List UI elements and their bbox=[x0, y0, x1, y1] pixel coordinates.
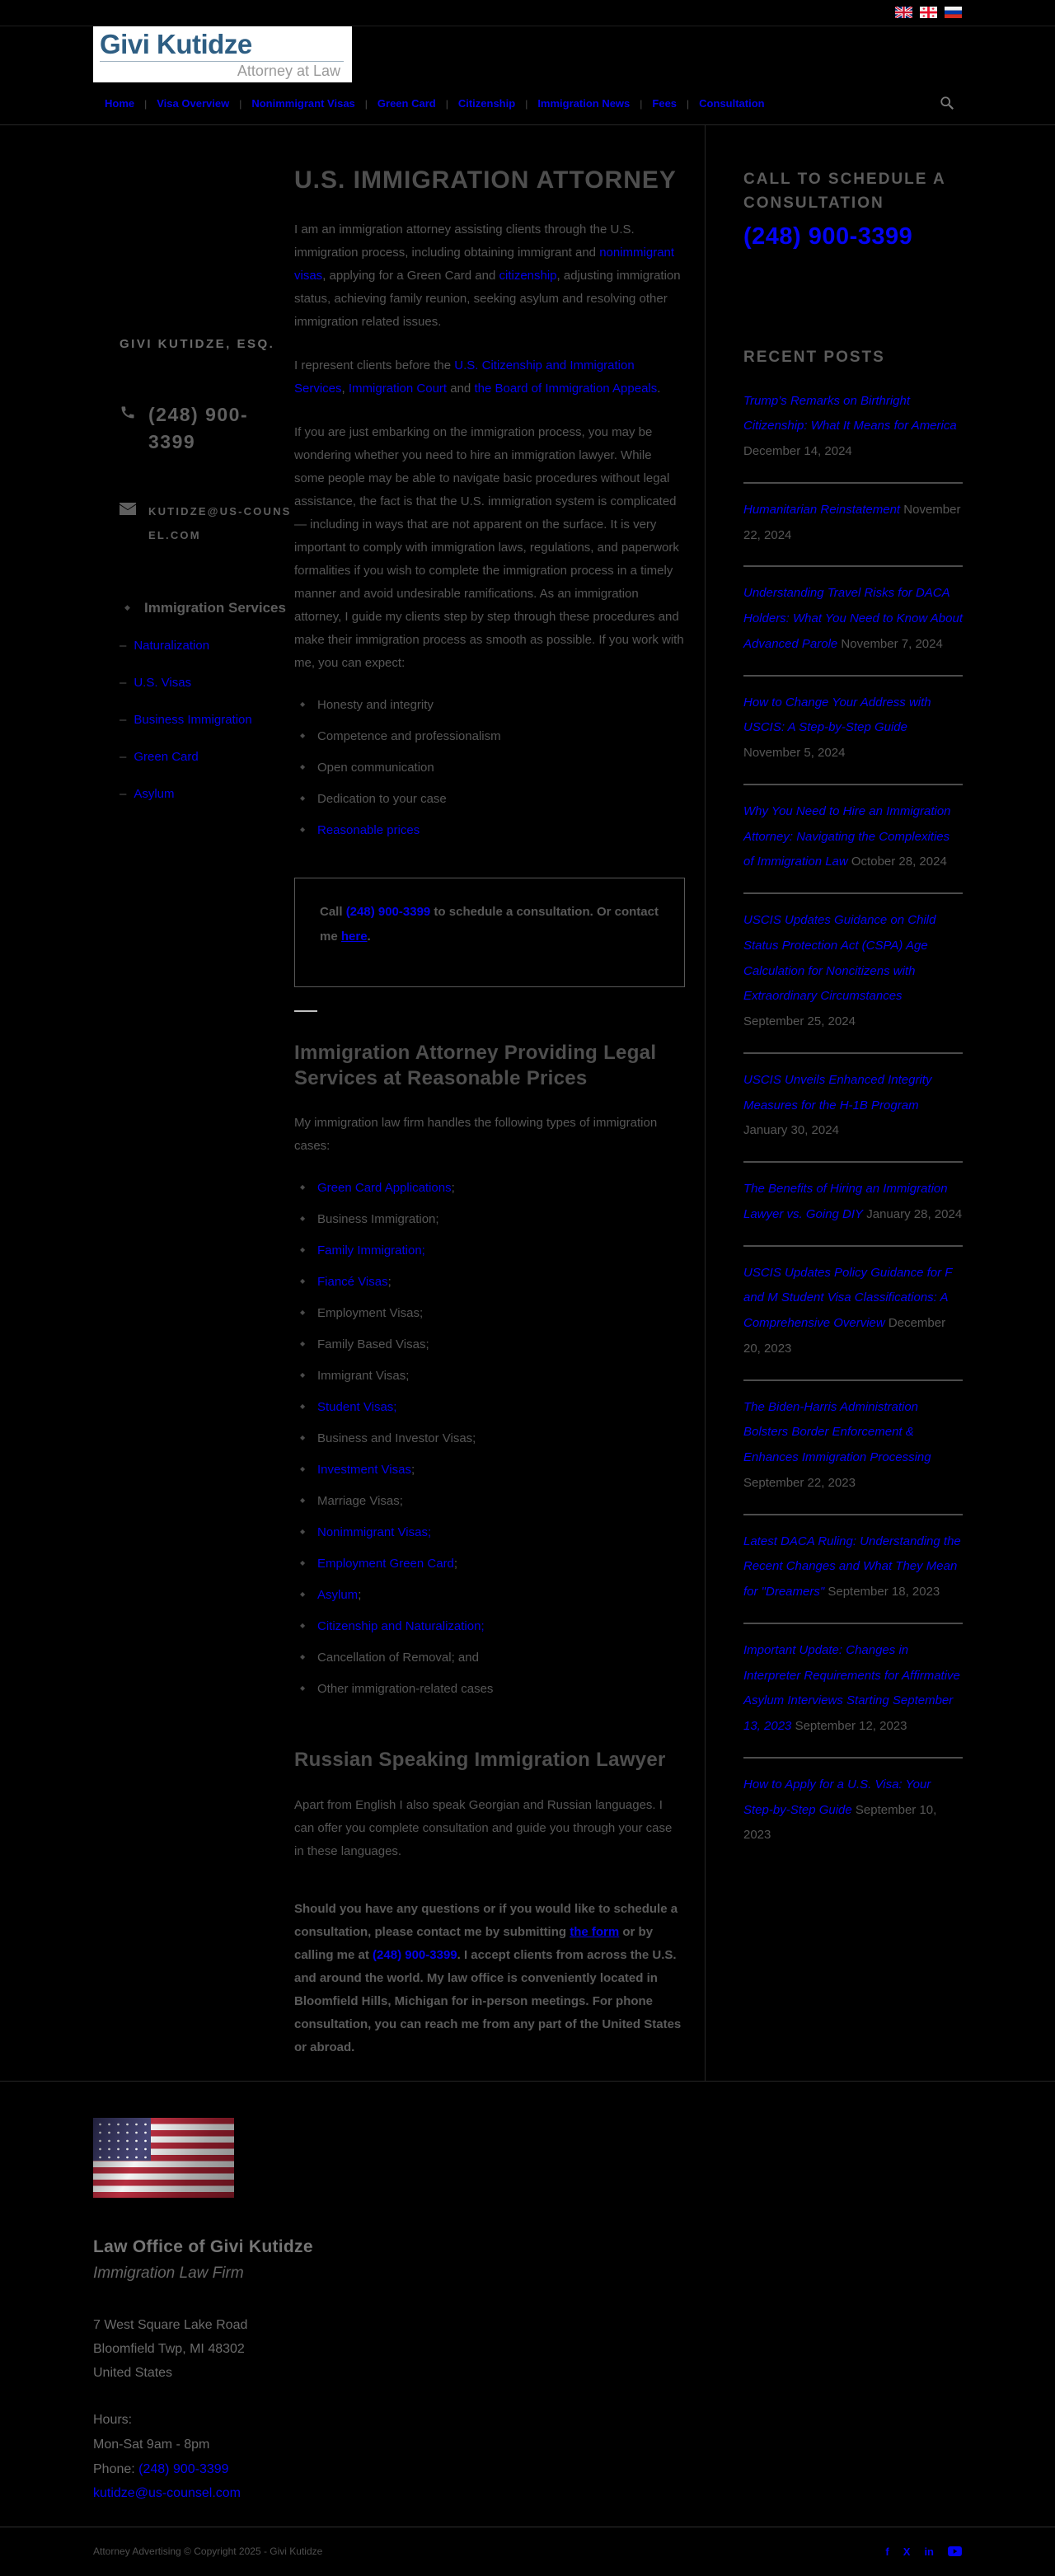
search-icon bbox=[940, 96, 954, 110]
recent-post bbox=[743, 894, 963, 1054]
sidebar-big-phone-link[interactable]: (248) 900-3399 bbox=[743, 223, 913, 250]
attorney-name: GIVI KUTIDZE, ESQ. bbox=[120, 337, 275, 351]
services-intro-paragraph: My immigration law firm handles the following types of immigration cases: bbox=[294, 1116, 658, 1154]
inline-link-nonimmigrant-visas[interactable]: Nonimmigrant Visas; bbox=[317, 1525, 432, 1540]
nav-link-visa-overview[interactable]: Visa Overview bbox=[157, 96, 230, 110]
list-item bbox=[294, 1523, 685, 1543]
nav-item bbox=[537, 96, 630, 111]
nav-separator: | bbox=[144, 97, 148, 110]
post-date: November 7, 2024 bbox=[841, 636, 943, 651]
recent-post bbox=[743, 1247, 963, 1381]
list-item-text: Cancellation of Removal; and bbox=[317, 1651, 479, 1665]
list-item-suffix: ; bbox=[358, 1588, 362, 1603]
flag-russian-icon[interactable] bbox=[945, 7, 962, 18]
list-item bbox=[294, 1679, 685, 1699]
nav-item bbox=[377, 96, 436, 111]
inline-link-asylum[interactable]: Asylum bbox=[317, 1588, 359, 1603]
sidebar-service-item bbox=[120, 750, 294, 764]
list-item-text: Business Immigration; bbox=[317, 1212, 439, 1227]
search-button[interactable] bbox=[938, 94, 956, 115]
address-line: United States bbox=[93, 2365, 173, 2380]
post-date: November 5, 2024 bbox=[743, 746, 846, 760]
post-link-the-biden-harris-administration-bolsters[interactable]: The Biden-Harris Administration Bolsters Border Enforcement & Enhances Immigration Processing bbox=[743, 1399, 931, 1464]
phone-icon bbox=[120, 404, 136, 424]
inline-link-248-900-3399[interactable]: (248) 900-3399 bbox=[373, 1947, 457, 1962]
address-line: 7 West Square Lake Road bbox=[93, 2317, 248, 2332]
main-navigation bbox=[0, 82, 1055, 125]
site-header bbox=[0, 26, 1055, 82]
text-segment: I am an immigration attorney assisting clients through the U.S. immigration process, including obtaining immigrant and bbox=[294, 222, 635, 260]
dash-prefix: – bbox=[120, 750, 127, 765]
recent-post bbox=[743, 484, 963, 568]
nav-item bbox=[458, 96, 515, 111]
sidebar-email-link[interactable]: KUTIDZE@US-COUNSEL.COM bbox=[148, 505, 292, 541]
address-line: Bloomfield Twp, MI 48302 bbox=[93, 2341, 245, 2356]
nav-item bbox=[652, 96, 677, 111]
dash-prefix: – bbox=[120, 713, 127, 728]
nav-item bbox=[105, 96, 134, 111]
sidebar-email-row bbox=[120, 500, 294, 547]
list-item bbox=[294, 1398, 685, 1417]
post-date: January 30, 2024 bbox=[743, 1123, 839, 1138]
post-date: September 12, 2023 bbox=[795, 1719, 907, 1733]
dash-prefix: – bbox=[120, 676, 127, 691]
text-segment: Call bbox=[320, 905, 346, 920]
nav-separator: | bbox=[239, 97, 242, 110]
list-item bbox=[294, 1210, 685, 1229]
post-date: October 28, 2024 bbox=[851, 855, 947, 869]
footer-firm-name: Law Office of Givi Kutidze bbox=[93, 2236, 313, 2256]
x-twitter-icon[interactable]: X bbox=[903, 2545, 911, 2558]
list-item bbox=[294, 1335, 685, 1355]
recent-posts-title: RECENT POSTS bbox=[743, 349, 885, 366]
footer-phone-link[interactable]: (248) 900-3399 bbox=[138, 2461, 229, 2476]
nav-menu bbox=[105, 96, 765, 111]
text-segment: , adjusting immigration status, achieving family reunion, seeking asylum and resolving other immigration related issues. bbox=[294, 268, 681, 329]
list-item-text: Dedication to your case bbox=[317, 792, 447, 807]
recent-posts-list bbox=[743, 375, 962, 1866]
list-item-text: Immigrant Visas; bbox=[317, 1369, 410, 1384]
recent-post bbox=[743, 1163, 963, 1247]
list-item-suffix: ; bbox=[451, 1181, 455, 1196]
georgia-flag-icon bbox=[920, 7, 937, 18]
footer-phone-row bbox=[93, 2457, 962, 2482]
nav-link-fees[interactable]: Fees bbox=[652, 96, 678, 110]
text-segment: or by calling me at bbox=[294, 1924, 654, 1962]
list-item-text: Family Based Visas; bbox=[317, 1337, 429, 1352]
list-item bbox=[294, 1460, 685, 1480]
recent-post bbox=[743, 677, 963, 785]
recent-post bbox=[743, 1624, 963, 1759]
list-item-text: Employment Visas; bbox=[317, 1306, 424, 1321]
recent-post bbox=[743, 1054, 963, 1163]
text-segment: . bbox=[367, 929, 371, 944]
text-segment: , applying for a Green Card and bbox=[322, 268, 499, 283]
sidebar-link-u-s-visas[interactable]: U.S. Visas bbox=[134, 676, 192, 691]
inline-link-green-card-applications[interactable]: Green Card Applications bbox=[317, 1181, 452, 1196]
sidebar-phone-row bbox=[120, 401, 294, 457]
list-item bbox=[294, 821, 685, 841]
list-item bbox=[294, 1585, 685, 1605]
envelope-icon bbox=[120, 503, 136, 519]
list-item bbox=[294, 727, 685, 747]
text-segment: , bbox=[341, 381, 349, 396]
list-item bbox=[294, 696, 685, 715]
nav-item bbox=[251, 96, 354, 111]
services-menu-title: ◆ Immigration Services bbox=[120, 597, 294, 621]
services-menu bbox=[120, 639, 294, 801]
nav-link-consultation[interactable]: Consultation bbox=[699, 96, 765, 110]
post-link-understanding-travel-risks-for-daca-hold[interactable]: Understanding Travel Risks for DACA Holders: What You Need to Know About Advanced Parole bbox=[743, 586, 963, 651]
list-item bbox=[294, 1617, 685, 1637]
post-date: November 22, 2024 bbox=[743, 502, 961, 542]
inline-link-citizenship[interactable]: citizenship bbox=[499, 268, 557, 283]
nav-separator: | bbox=[640, 97, 643, 110]
post-link-uscis-unveils-enhanced-integrity-measure[interactable]: USCIS Unveils Enhanced Integrity Measures for the H-1B Program bbox=[743, 1072, 932, 1112]
youtube-icon[interactable] bbox=[948, 2546, 962, 2556]
recent-post bbox=[743, 785, 963, 894]
us-flag-image bbox=[93, 2118, 234, 2198]
list-item bbox=[294, 1366, 685, 1386]
top-language-bar bbox=[0, 0, 1055, 26]
nav-item bbox=[699, 96, 764, 111]
contact-cta-paragraph bbox=[294, 1898, 685, 2059]
recent-post bbox=[743, 1759, 963, 1866]
list-item bbox=[294, 1429, 685, 1449]
text-segment: I represent clients before the bbox=[294, 358, 455, 372]
footer-email-link[interactable]: kutidze@us-counsel.com bbox=[93, 2486, 241, 2501]
inline-link-nonimmigrant-visas[interactable]: nonimmigrant visas bbox=[294, 245, 675, 283]
linkedin-icon[interactable]: in bbox=[924, 2545, 934, 2558]
services-heading: Immigration Attorney Providing Legal Services at Reasonable Prices bbox=[294, 1041, 657, 1090]
section-divider bbox=[294, 1010, 317, 1012]
footer-tagline: Immigration Law Firm bbox=[93, 2264, 244, 2282]
inline-link-citizenship-and-naturalization[interactable]: Citizenship and Naturalization; bbox=[317, 1619, 485, 1634]
inline-link-the-board-of-immigration-appeals[interactable]: the Board of Immigration Appeals bbox=[474, 381, 658, 396]
list-item bbox=[294, 1272, 685, 1292]
inline-link-investment-visas[interactable]: Investment Visas bbox=[317, 1463, 411, 1478]
text-segment: and bbox=[447, 381, 475, 396]
hours-label: Hours: bbox=[93, 2413, 133, 2428]
list-item bbox=[294, 1554, 685, 1574]
copyright-text: Attorney Advertising © Copyright 2025 - Givi Kutidze bbox=[93, 2546, 323, 2558]
inline-link-family-immigration[interactable]: Family Immigration; bbox=[317, 1244, 425, 1258]
list-item bbox=[294, 1492, 685, 1511]
footer-address bbox=[93, 2314, 962, 2385]
nav-link-home[interactable]: Home bbox=[105, 96, 135, 110]
call-widget-title: CALL TO SCHEDULE A CONSULTATION bbox=[743, 171, 946, 212]
site-footer bbox=[0, 2082, 1055, 2527]
post-link-humanitarian-reinstatement[interactable]: Humanitarian Reinstatement bbox=[743, 502, 901, 517]
social-links bbox=[885, 2546, 962, 2558]
post-date: December 20, 2023 bbox=[743, 1316, 946, 1356]
sidebar-phone-link[interactable]: (248) 900-3399 bbox=[148, 403, 249, 452]
consultation-callout-box bbox=[294, 878, 685, 987]
text-segment: to schedule a consultation. Or contact me bbox=[320, 905, 659, 944]
sidebar-link-asylum[interactable]: Asylum bbox=[134, 787, 175, 802]
post-link-trump-s-remarks-on-birthright-citizenshi[interactable]: Trump’s Remarks on Birthright Citizenship: What It Means for America bbox=[743, 393, 957, 433]
inline-link-immigration-court[interactable]: Immigration Court bbox=[348, 381, 448, 396]
site-logo[interactable] bbox=[93, 26, 352, 82]
inline-link-the-form[interactable]: the form bbox=[570, 1924, 620, 1939]
inline-link-student-visas[interactable]: Student Visas; bbox=[317, 1400, 397, 1415]
post-date: September 22, 2023 bbox=[743, 1475, 856, 1490]
post-link-the-benefits-of-hiring-an-immigration-la[interactable]: The Benefits of Hiring an Immigration Lawyer vs. Going DIY bbox=[743, 1182, 948, 1221]
post-link-how-to-apply-for-a-u-s-visa-your-step-by[interactable]: How to Apply for a U.S. Visa: Your Step-by-Step Guide bbox=[743, 1777, 931, 1817]
footer-email-row bbox=[93, 2481, 962, 2506]
inline-link-248-900-3399[interactable]: (248) 900-3399 bbox=[345, 905, 431, 920]
why-hire-paragraph: If you are just embarking on the immigration process, you may be wondering whether you need to hire an immigration lawyer. While some people may be able to navigate basic procedures without legal assistance, the fact is that the U.S. immigration system is complicated — including in ways that are not apparent on the surface. It is very important to comply with immigration laws, regulations, and paperwork formalities if you wish to complete the immigration process in a timely manner and avoid undesirable ramifications. As an immigration attorney, I guide my clients step by step through these procedures and make their immigration process as smooth as possible. If you work with me, you can expect: bbox=[294, 424, 684, 671]
nav-link-immigration-news[interactable]: Immigration News bbox=[537, 96, 631, 110]
list-item-text: Other immigration-related cases bbox=[317, 1682, 494, 1697]
post-date: September 25, 2024 bbox=[743, 1014, 856, 1028]
list-item-suffix: ; bbox=[410, 1463, 415, 1478]
list-item bbox=[294, 789, 685, 809]
inline-link-reasonable-prices[interactable]: Reasonable prices bbox=[317, 823, 420, 838]
dash-prefix: – bbox=[120, 639, 127, 653]
post-link-uscis-updates-guidance-on-child-status-p[interactable]: USCIS Updates Guidance on Child Status Protection Act (CSPA) Age Calculation for Noncitizens with Extraordinary Circumstances bbox=[743, 913, 936, 1004]
right-sidebar bbox=[705, 125, 962, 2081]
page-title: U.S. IMMIGRATION ATTORNEY bbox=[294, 166, 677, 194]
recent-post bbox=[743, 375, 963, 484]
article bbox=[294, 125, 685, 2081]
post-link-uscis-updates-policy-guidance-for-f-and-[interactable]: USCIS Updates Policy Guidance for F and M Student Visa Classifications: A Comprehensive Overview bbox=[743, 1265, 953, 1330]
post-date: December 14, 2024 bbox=[743, 444, 852, 458]
recent-post bbox=[743, 567, 963, 676]
nav-separator: | bbox=[525, 97, 528, 110]
attorney-sidebar bbox=[120, 125, 294, 2081]
post-link-how-to-change-your-address-with-uscis-a-[interactable]: How to Change Your Address with USCIS: A Step-by-Step Guide bbox=[743, 695, 931, 735]
russia-flag-icon bbox=[945, 7, 962, 18]
list-item-suffix: ; bbox=[453, 1557, 458, 1571]
uk-flag-icon bbox=[895, 7, 912, 18]
post-link-latest-daca-ruling-understanding-the-rec[interactable]: Latest DACA Ruling: Understanding the Recent Changes and What They Mean for "Dreamers" bbox=[743, 1534, 961, 1599]
post-link-why-you-need-to-hire-an-immigration-atto[interactable]: Why You Need to Hire an Immigration Attorney: Navigating the Complexities of Immigration Law bbox=[743, 803, 951, 869]
hours-value: Mon-Sat 9am - 8pm bbox=[93, 2437, 210, 2452]
logo-title: Givi Kutidze bbox=[100, 29, 344, 62]
recent-post bbox=[743, 1381, 963, 1515]
list-item bbox=[294, 1241, 685, 1261]
sidebar-link-business-immigration[interactable]: Business Immigration bbox=[134, 713, 252, 728]
flag-english-icon[interactable] bbox=[895, 7, 912, 18]
post-date: September 10, 2023 bbox=[743, 1802, 937, 1843]
post-link-important-update-changes-in-interpreter-[interactable]: Important Update: Changes in Interpreter Requirements for Affirmative Asylum Interviews Starting September 13, 2023 bbox=[743, 1642, 960, 1733]
case-types-list bbox=[294, 1178, 685, 1699]
list-item-text: Business and Investor Visas; bbox=[317, 1431, 476, 1446]
recent-post bbox=[743, 1515, 963, 1624]
logo-subtitle: Attorney at Law bbox=[237, 62, 340, 79]
sidebar-link-naturalization[interactable]: Naturalization bbox=[134, 639, 210, 653]
text-segment: . I accept clients from across the U.S. and around the world. My law office is conveniently located in Bloomfield Hills, Michigan for in-person meetings. For phone consultation, you can reach me from any part of the United States or abroad. bbox=[294, 1947, 682, 2054]
nav-link-nonimmigrant-visas[interactable]: Nonimmigrant Visas bbox=[251, 96, 355, 110]
nav-separator: | bbox=[364, 97, 368, 110]
inline-link-u-s-citizenship-and-immigration-services[interactable]: U.S. Citizenship and Immigration Services bbox=[294, 358, 635, 396]
text-segment: . bbox=[657, 381, 661, 396]
footer-hours-block bbox=[93, 2408, 962, 2505]
bottom-bar bbox=[0, 2527, 1055, 2576]
facebook-icon[interactable]: f bbox=[885, 2545, 889, 2558]
russian-heading: Russian Speaking Immigration Lawyer bbox=[294, 1749, 666, 1772]
languages-paragraph: Apart from English I also speak Georgian and Russian languages. I can offer you complete consultation and guide you through your case in these languages. bbox=[294, 1797, 673, 1858]
phone-label: Phone: bbox=[93, 2461, 139, 2476]
inline-link-fianc-visas[interactable]: Fiancé Visas bbox=[317, 1275, 388, 1290]
nav-item bbox=[157, 96, 229, 111]
list-item-text: Marriage Visas; bbox=[317, 1494, 403, 1509]
list-item bbox=[294, 1304, 685, 1323]
list-item bbox=[294, 758, 685, 778]
inline-link-here[interactable]: here bbox=[340, 929, 368, 944]
nav-link-citizenship[interactable]: Citizenship bbox=[457, 96, 516, 110]
sidebar-link-green-card[interactable]: Green Card bbox=[134, 750, 199, 765]
language-switcher bbox=[895, 7, 962, 18]
flag-georgian-icon[interactable] bbox=[920, 7, 937, 18]
represent-paragraph bbox=[294, 354, 685, 400]
list-item-suffix: ; bbox=[387, 1275, 392, 1290]
main-content-region bbox=[0, 125, 1055, 2082]
dash-prefix: – bbox=[120, 787, 127, 802]
intro-paragraph bbox=[294, 218, 685, 334]
nav-separator: | bbox=[445, 97, 448, 110]
sidebar-service-item bbox=[120, 713, 294, 727]
sidebar-service-item bbox=[120, 787, 294, 801]
list-item bbox=[294, 1178, 685, 1198]
text-segment: Should you have any questions or if you would like to schedule a consultation, please contact me by submitting bbox=[294, 1901, 678, 1939]
nav-separator: | bbox=[687, 97, 690, 110]
nav-link-green-card[interactable]: Green Card bbox=[377, 96, 436, 110]
inline-link-employment-green-card[interactable]: Employment Green Card bbox=[317, 1557, 454, 1571]
list-item-text: Open communication bbox=[317, 761, 434, 775]
list-item-text: Competence and professionalism bbox=[317, 729, 501, 744]
post-date: January 28, 2024 bbox=[866, 1206, 963, 1221]
post-date: September 18, 2023 bbox=[828, 1585, 940, 1599]
sidebar-service-item bbox=[120, 676, 294, 690]
list-item bbox=[294, 1648, 685, 1668]
sidebar-service-item bbox=[120, 639, 294, 653]
list-item-text: Honesty and integrity bbox=[317, 698, 434, 713]
expectations-list bbox=[294, 696, 685, 841]
